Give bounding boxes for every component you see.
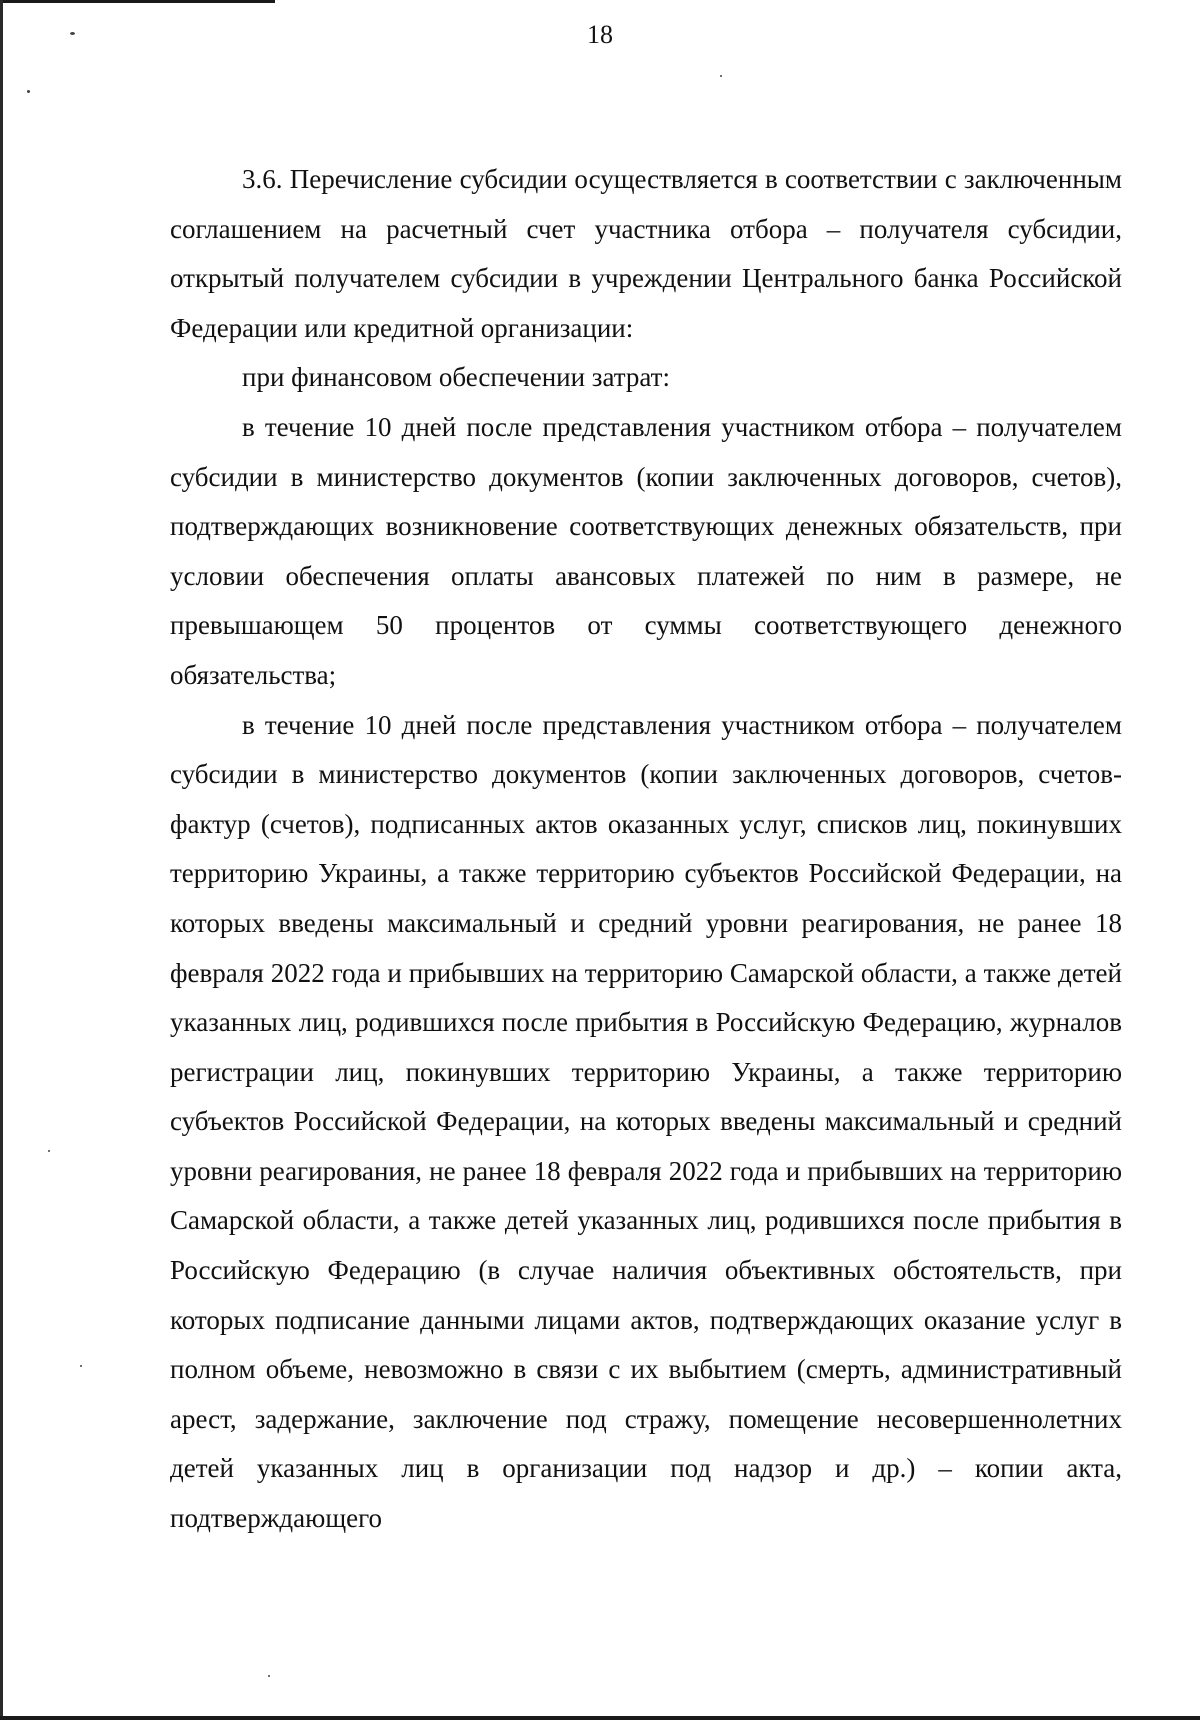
- paragraph: в течение 10 дней после представления участником отбора – получателем субсидии в министерство документов (копии заключенных договоров, счетов), подтверждающих возникновение соответствующих денежных обязательств, при условии обеспечения оплаты авансовых платежей по ним в размере, не превышающем 50 процентов от суммы соответствующего денежного обязательства;: [170, 411, 1122, 690]
- paragraph: в течение 10 дней после представления участником отбора – получателем субсидии в министерство документов (копии заключенных договоров, счетов-фактур (счетов), подписанных актов оказанных услуг, списков лиц, покинувших территорию Украины, а также территорию субъектов Российской Федерации, на которых введены максимальный и средний уровни реагирования, не ранее 18 февраля 2022 года и прибывших на территорию Самарской области, а также детей указанных лиц, родившихся после прибытия в Российскую Федерацию, журналов регистрации лиц, покинувших территорию Украины, а также территорию субъектов Российской Федерации, на которых введены максимальный и средний уровни реагирования, не ранее 18 февраля 2022 года и прибывших на территорию Самарской области, а также детей указанных лиц, родившихся после прибытия в Российскую Федерацию (в случае наличия объективных обстоятельств, при которых подписание данными лицами актов, подтверждающих оказание услуг в полном объеме, невозможно в связи с их выбытием (смерть, административный арест, задержание, заключение под стражу, помещение несовершеннолетних детей указанных лиц в организации под надзор и др.) – копии акта, подтверждающего: [170, 709, 1122, 1534]
- scan-speck: [48, 1150, 50, 1152]
- scan-border-left: [0, 0, 3, 1720]
- paragraph: при финансовом обеспечении затрат:: [242, 362, 670, 393]
- scan-speck: [268, 1675, 270, 1677]
- scan-border-top: [0, 0, 275, 3]
- scan-speck: [80, 1365, 82, 1367]
- page-number: 18: [587, 20, 613, 49]
- scan-speck: [720, 75, 722, 77]
- paragraph: 3.6. Перечисление субсидии осуществляется в соответствии с заключенным соглашением на расчетный счет участника отбора – получателя субсидии, открытый получателем субсидии в учреждении Центрального банка Российской Федерации или кредитной организации:: [170, 164, 1122, 343]
- scan-border-bottom: [0, 1716, 1200, 1720]
- document-body: [170, 155, 1122, 1544]
- scan-speck: [27, 90, 30, 93]
